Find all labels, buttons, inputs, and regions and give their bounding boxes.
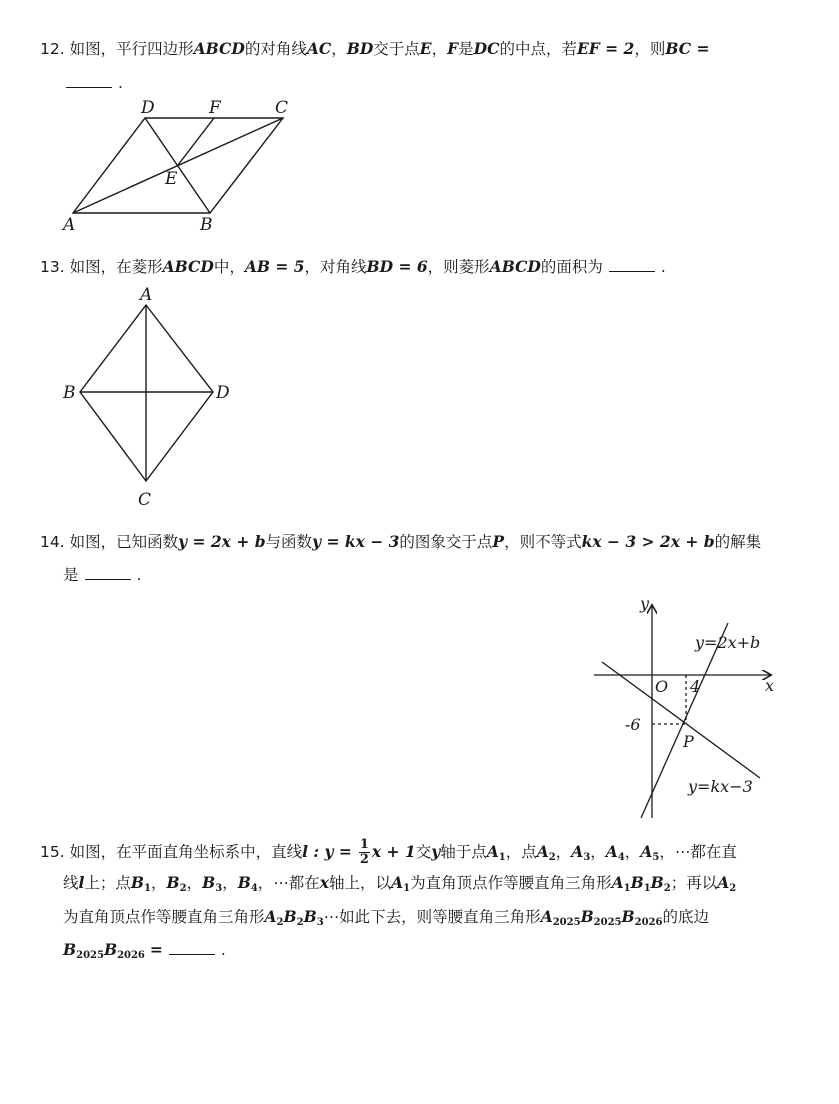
y-tick-neg6: -6 bbox=[625, 715, 641, 734]
question-number: 15. bbox=[40, 843, 65, 861]
question-15-line-4: $B_{2025}B_{2026}$ = . bbox=[63, 940, 226, 961]
answer-blank[interactable] bbox=[609, 257, 655, 272]
label-c: C bbox=[275, 98, 289, 118]
q12-parallelogram-figure bbox=[58, 96, 308, 236]
label-b: B bbox=[63, 383, 76, 403]
question-15-line-3: 为直角顶点作等腰直角三角形$A_2B_2B_3\cdots$如此下去，则等腰直角三角形$A_{2025}B_{2025}B_{2026}$的底边 bbox=[63, 907, 709, 928]
label-e: E bbox=[165, 169, 178, 189]
origin-label: O bbox=[655, 677, 669, 696]
label-a: A bbox=[140, 285, 153, 305]
line1-label: y=2x+b bbox=[695, 633, 761, 652]
answer-blank[interactable] bbox=[169, 940, 215, 955]
label-f: F bbox=[209, 98, 221, 118]
label-c: C bbox=[138, 490, 152, 510]
x-axis-label: x bbox=[765, 676, 775, 695]
line2-label: y=kx−3 bbox=[688, 777, 753, 796]
answer-blank[interactable] bbox=[66, 73, 112, 88]
point-p-label: P bbox=[683, 732, 694, 751]
fraction-one-half: $\frac{1}{2}$ bbox=[359, 837, 369, 867]
answer-blank[interactable] bbox=[85, 565, 131, 580]
diagonal-bd bbox=[145, 118, 210, 213]
question-15-line-2: 线l上；点$B_1$，$B_2$，$B_3$，$B_4$，⋯都在x轴上，以$A_1$为直角顶点作等腰直角三角形$A_1B_1B_2$；再以$A_2$ bbox=[63, 873, 737, 894]
question-15-line-1: 15. 如图，在平面直角坐标系中，直线l : y = $\frac{1}{2}$ x + 1交y轴于点$A_1$，点$A_2$，$A_3$，$A_4$，$A_5$，⋯都在直 bbox=[40, 837, 737, 867]
question-12-line-2: . bbox=[66, 72, 123, 94]
question-14-line-2: 是 . bbox=[63, 566, 142, 584]
question-number: 13. bbox=[40, 258, 65, 276]
question-14-line-1: 14. 如图，已知函数y = 2x + b与函数y = kx − 3的图象交于点P，则不等式kx − 3 > 2x + b的解集 bbox=[40, 532, 762, 551]
label-a: A bbox=[63, 215, 76, 235]
label-d: D bbox=[216, 383, 230, 403]
question-13-line-1: 13. 如图，在菱形ABCD中，AB = 5，对角线BD = 6，则菱形ABCD的面积为 . bbox=[40, 257, 666, 276]
label-b: B bbox=[200, 215, 213, 235]
question-number: 12. bbox=[40, 40, 65, 58]
q13-rhombus-figure bbox=[56, 282, 246, 512]
q14-graph-figure bbox=[585, 592, 785, 822]
question-number: 14. bbox=[40, 533, 65, 551]
y-axis-label: y bbox=[640, 594, 650, 613]
label-d: D bbox=[141, 98, 155, 118]
question-12-line-1: 12. 如图，平行四边形ABCD的对角线AC，BD交于点E，F是DC的中点，若EF = 2，则BC = bbox=[40, 39, 710, 58]
x-tick-4: 4 bbox=[690, 677, 701, 696]
